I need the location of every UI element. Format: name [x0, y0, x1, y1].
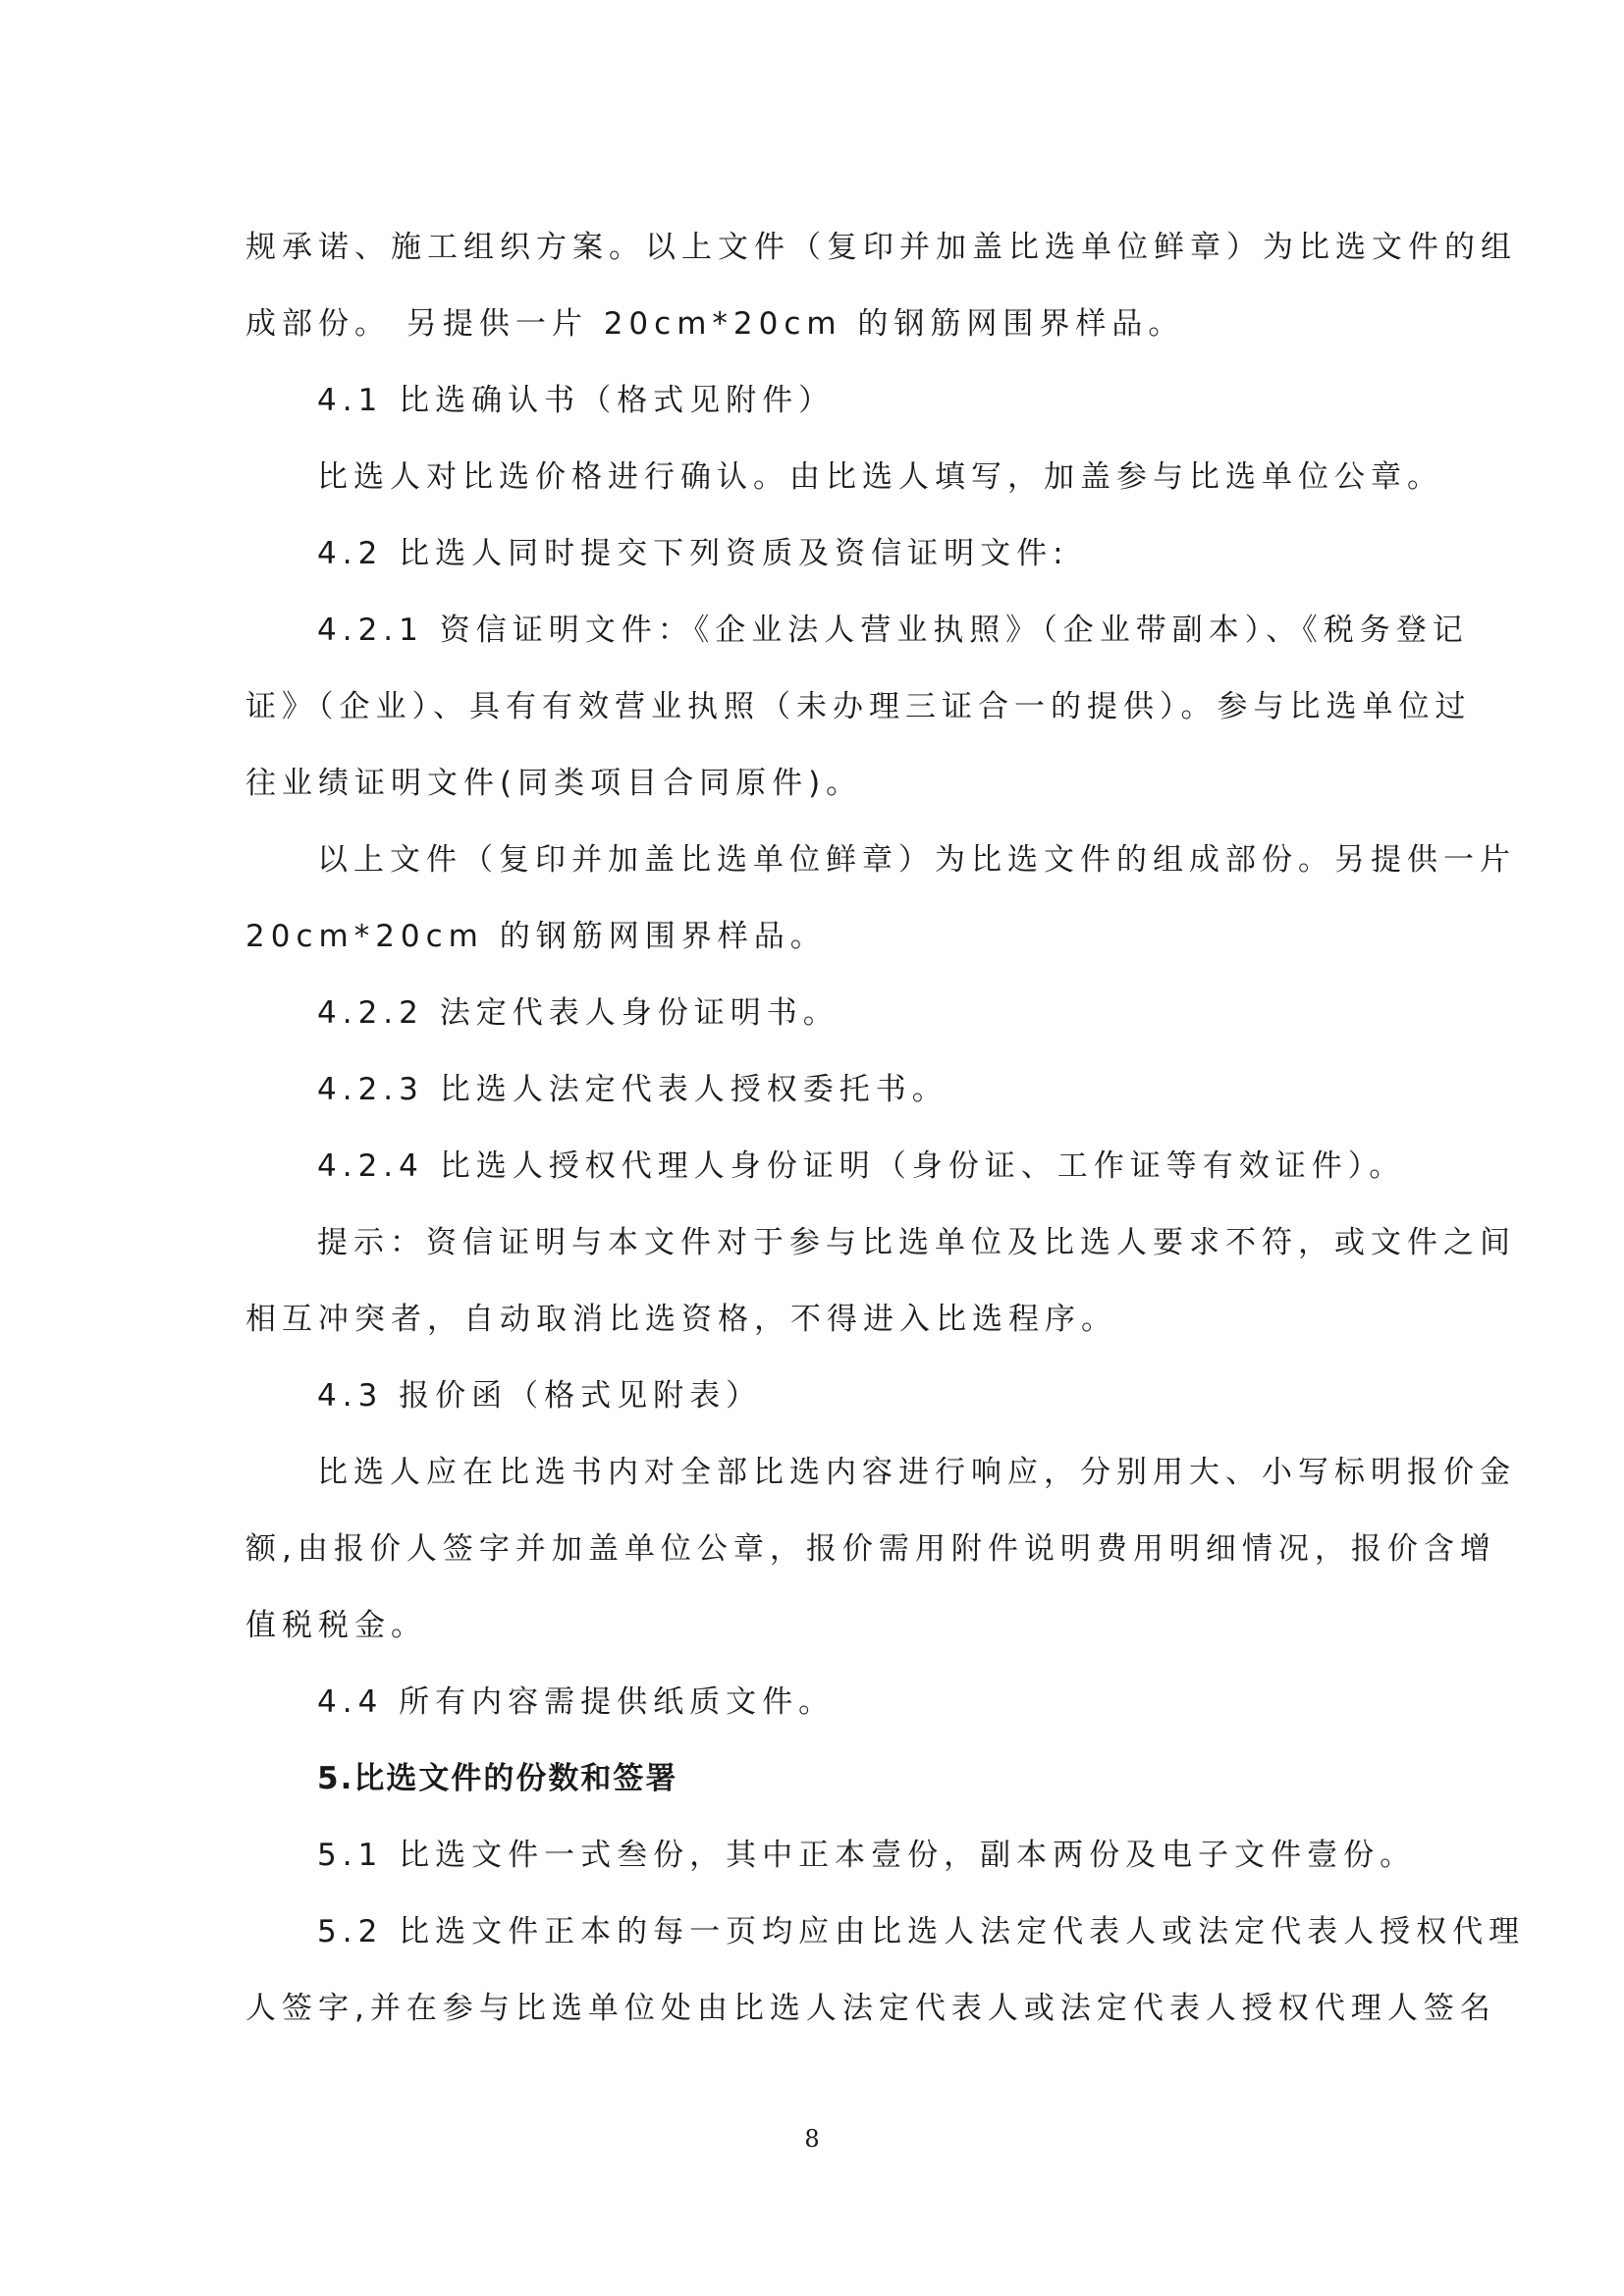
list-item-5-1: 5.1 比选文件一式叁份，其中正本壹份，副本两份及电子文件壹份。 [317, 1838, 1417, 1873]
paragraph-line: 比选人应在比选书内对全部比选内容进行响应，分别用大、小写标明报价金 [317, 1455, 1516, 1490]
paragraph-line: 相互冲突者，自动取消比选资格，不得进入比选程序。 [245, 1302, 1117, 1337]
list-item-4-2-4: 4.2.4 比选人授权代理人身份证明（身份证、工作证等有效证件）。 [317, 1148, 1406, 1184]
list-item-5-2: 5.2 比选文件正本的每一页均应由比选人法定代表人或法定代表人授权代理 [317, 1914, 1526, 1949]
paragraph-line: 人签字,并在参与比选单位处由比选人法定代表人或法定代表人授权代理人签名 [245, 1991, 1496, 2026]
section-heading-4-4: 4.4 所有内容需提供纸质文件。 [317, 1684, 836, 1720]
list-item-4-2-2: 4.2.2 法定代表人身份证明书。 [317, 995, 839, 1031]
paragraph-line: 以上文件（复印并加盖比选单位鲜章）为比选文件的组成部份。另提供一片 [317, 842, 1516, 878]
paragraph-line: 值税税金。 [245, 1608, 427, 1643]
paragraph-line: 比选人对比选价格进行确认。由比选人填写，加盖参与比选单位公章。 [317, 459, 1443, 495]
paragraph-line: 往业绩证明文件(同类项目合同原件)。 [245, 766, 863, 801]
section-heading-4-1: 4.1 比选确认书（格式见附件） [317, 383, 836, 418]
paragraph-line: 20cm*20cm 的钢筋网围界样品。 [245, 919, 827, 954]
paragraph-line: 规承诺、施工组织方案。以上文件（复印并加盖比选单位鲜章）为比选文件的组 [245, 230, 1517, 265]
list-item-4-2-3: 4.2.3 比选人法定代表人授权委托书。 [317, 1072, 948, 1107]
paragraph-line: 成部份。 另提供一片 20cm*20cm 的钢筋网围界样品。 [245, 306, 1185, 342]
paragraph-line: 4.2.1 资信证明文件：《企业法人营业执照》（企业带副本）、《税务登记 [317, 613, 1469, 648]
paragraph-line: 证》（企业）、具有有效营业执照（未办理三证合一的提供）。参与比选单位过 [245, 689, 1472, 724]
section-heading-4-2: 4.2 比选人同时提交下列资质及资信证明文件: [317, 536, 1069, 571]
section-heading-5: 5.比选文件的份数和签署 [317, 1761, 678, 1796]
section-heading-4-3: 4.3 报价函（格式见附表） [317, 1378, 763, 1414]
paragraph-line: 额,由报价人签字并加盖单位公章，报价需用附件说明费用明细情况，报价含增 [245, 1531, 1496, 1567]
page-number: 8 [804, 2125, 820, 2153]
paragraph-line: 提示：资信证明与本文件对于参与比选单位及比选人要求不符，或文件之间 [317, 1225, 1516, 1260]
